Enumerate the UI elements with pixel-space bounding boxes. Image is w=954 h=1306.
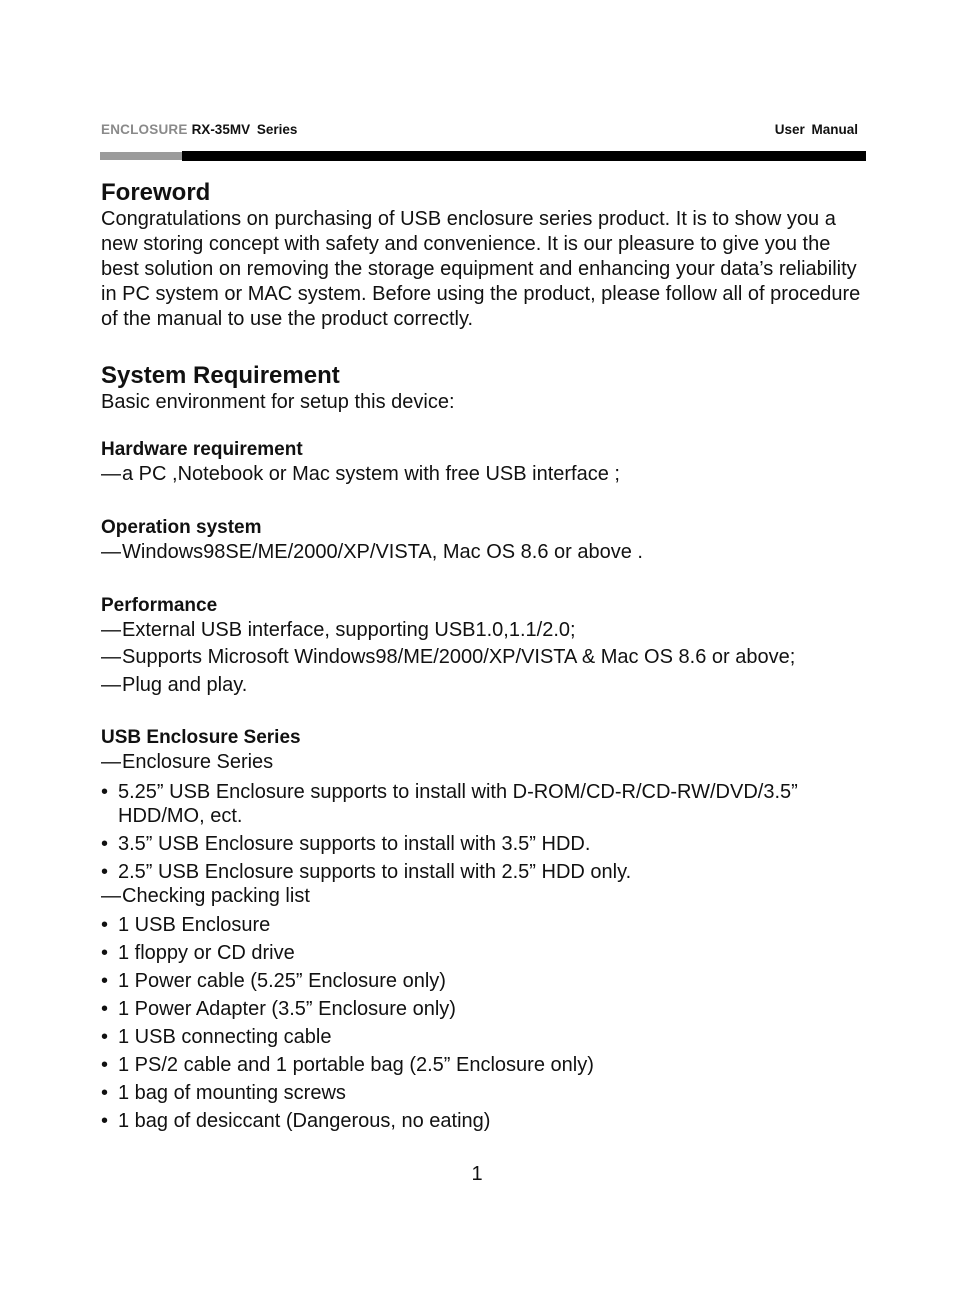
header-model: RX-35MV Series [191, 122, 298, 137]
packing-list-item: • 1 Power Adapter (3.5” Enclosure only) [101, 998, 456, 1020]
packing-label: —Checking packing list [101, 885, 310, 907]
packing-list-item: • 1 bag of mounting screws [101, 1082, 346, 1104]
packing-list-item: • 1 PS/2 cable and 1 portable bag (2.5” Enclosure only) [101, 1054, 594, 1076]
series-label: —Enclosure Series [101, 751, 274, 773]
system-requirement-heading: System Requirement [101, 362, 340, 389]
series-list-item: • 5.25” USB Enclosure supports to install with D-ROM/CD-R/CD-RW/DVD/3.5” HDD/MO, ect. [101, 781, 798, 827]
performance-item: —Supports Microsoft Windows98/ME/2000/XP/VISTA & Mac OS 8.6 or above; [101, 646, 796, 668]
usb-series-heading: USB Enclosure Series [101, 727, 301, 748]
packing-list-item: • 1 bag of desiccant (Dangerous, no eating) [101, 1110, 491, 1132]
header-rule-gray [100, 152, 182, 160]
foreword-heading: Foreword [101, 179, 211, 206]
page-header [101, 122, 858, 140]
system-requirement-intro: Basic environment for setup this device: [101, 391, 455, 413]
performance-heading: Performance [101, 595, 218, 616]
hardware-item: —a PC ,Notebook or Mac system with free USB interface ; [101, 463, 620, 485]
header-manual-label: User Manual [774, 122, 858, 137]
os-item: —Windows98SE/ME/2000/XP/VISTA, Mac OS 8.6 or above . [101, 541, 643, 563]
series-list-item: • 3.5” USB Enclosure supports to install with 3.5” HDD. [101, 833, 591, 855]
foreword-paragraph: Congratulations on purchasing of USB enclosure series product. It is to show you a new storing concept with safety and convenience. It is our pleasure to give you the best solution on removing the storage equipment and enhancing your data’s reliability in PC system or MAC system. Before using the product, please follow all of procedure of the manual to use the product correctly. [101, 208, 861, 330]
packing-list-item: • 1 USB Enclosure [101, 914, 271, 936]
os-heading: Operation system [101, 517, 262, 538]
packing-list-item: • 1 floppy or CD drive [101, 942, 295, 964]
packing-list-item: • 1 Power cable (5.25” Enclosure only) [101, 970, 446, 992]
series-list-item: • 2.5” USB Enclosure supports to install with 2.5” HDD only. [101, 861, 632, 883]
page-number: 1 [471, 1163, 483, 1185]
header-brand: ENCLOSURE [101, 122, 188, 137]
packing-list-item: • 1 USB connecting cable [101, 1026, 332, 1048]
document-body [101, 178, 866, 1133]
performance-item: —Plug and play. [101, 674, 248, 696]
performance-item: —External USB interface, supporting USB1.0,1.1/2.0; [101, 619, 576, 641]
hardware-heading: Hardware requirement [101, 439, 303, 460]
header-rule-black [182, 151, 866, 161]
